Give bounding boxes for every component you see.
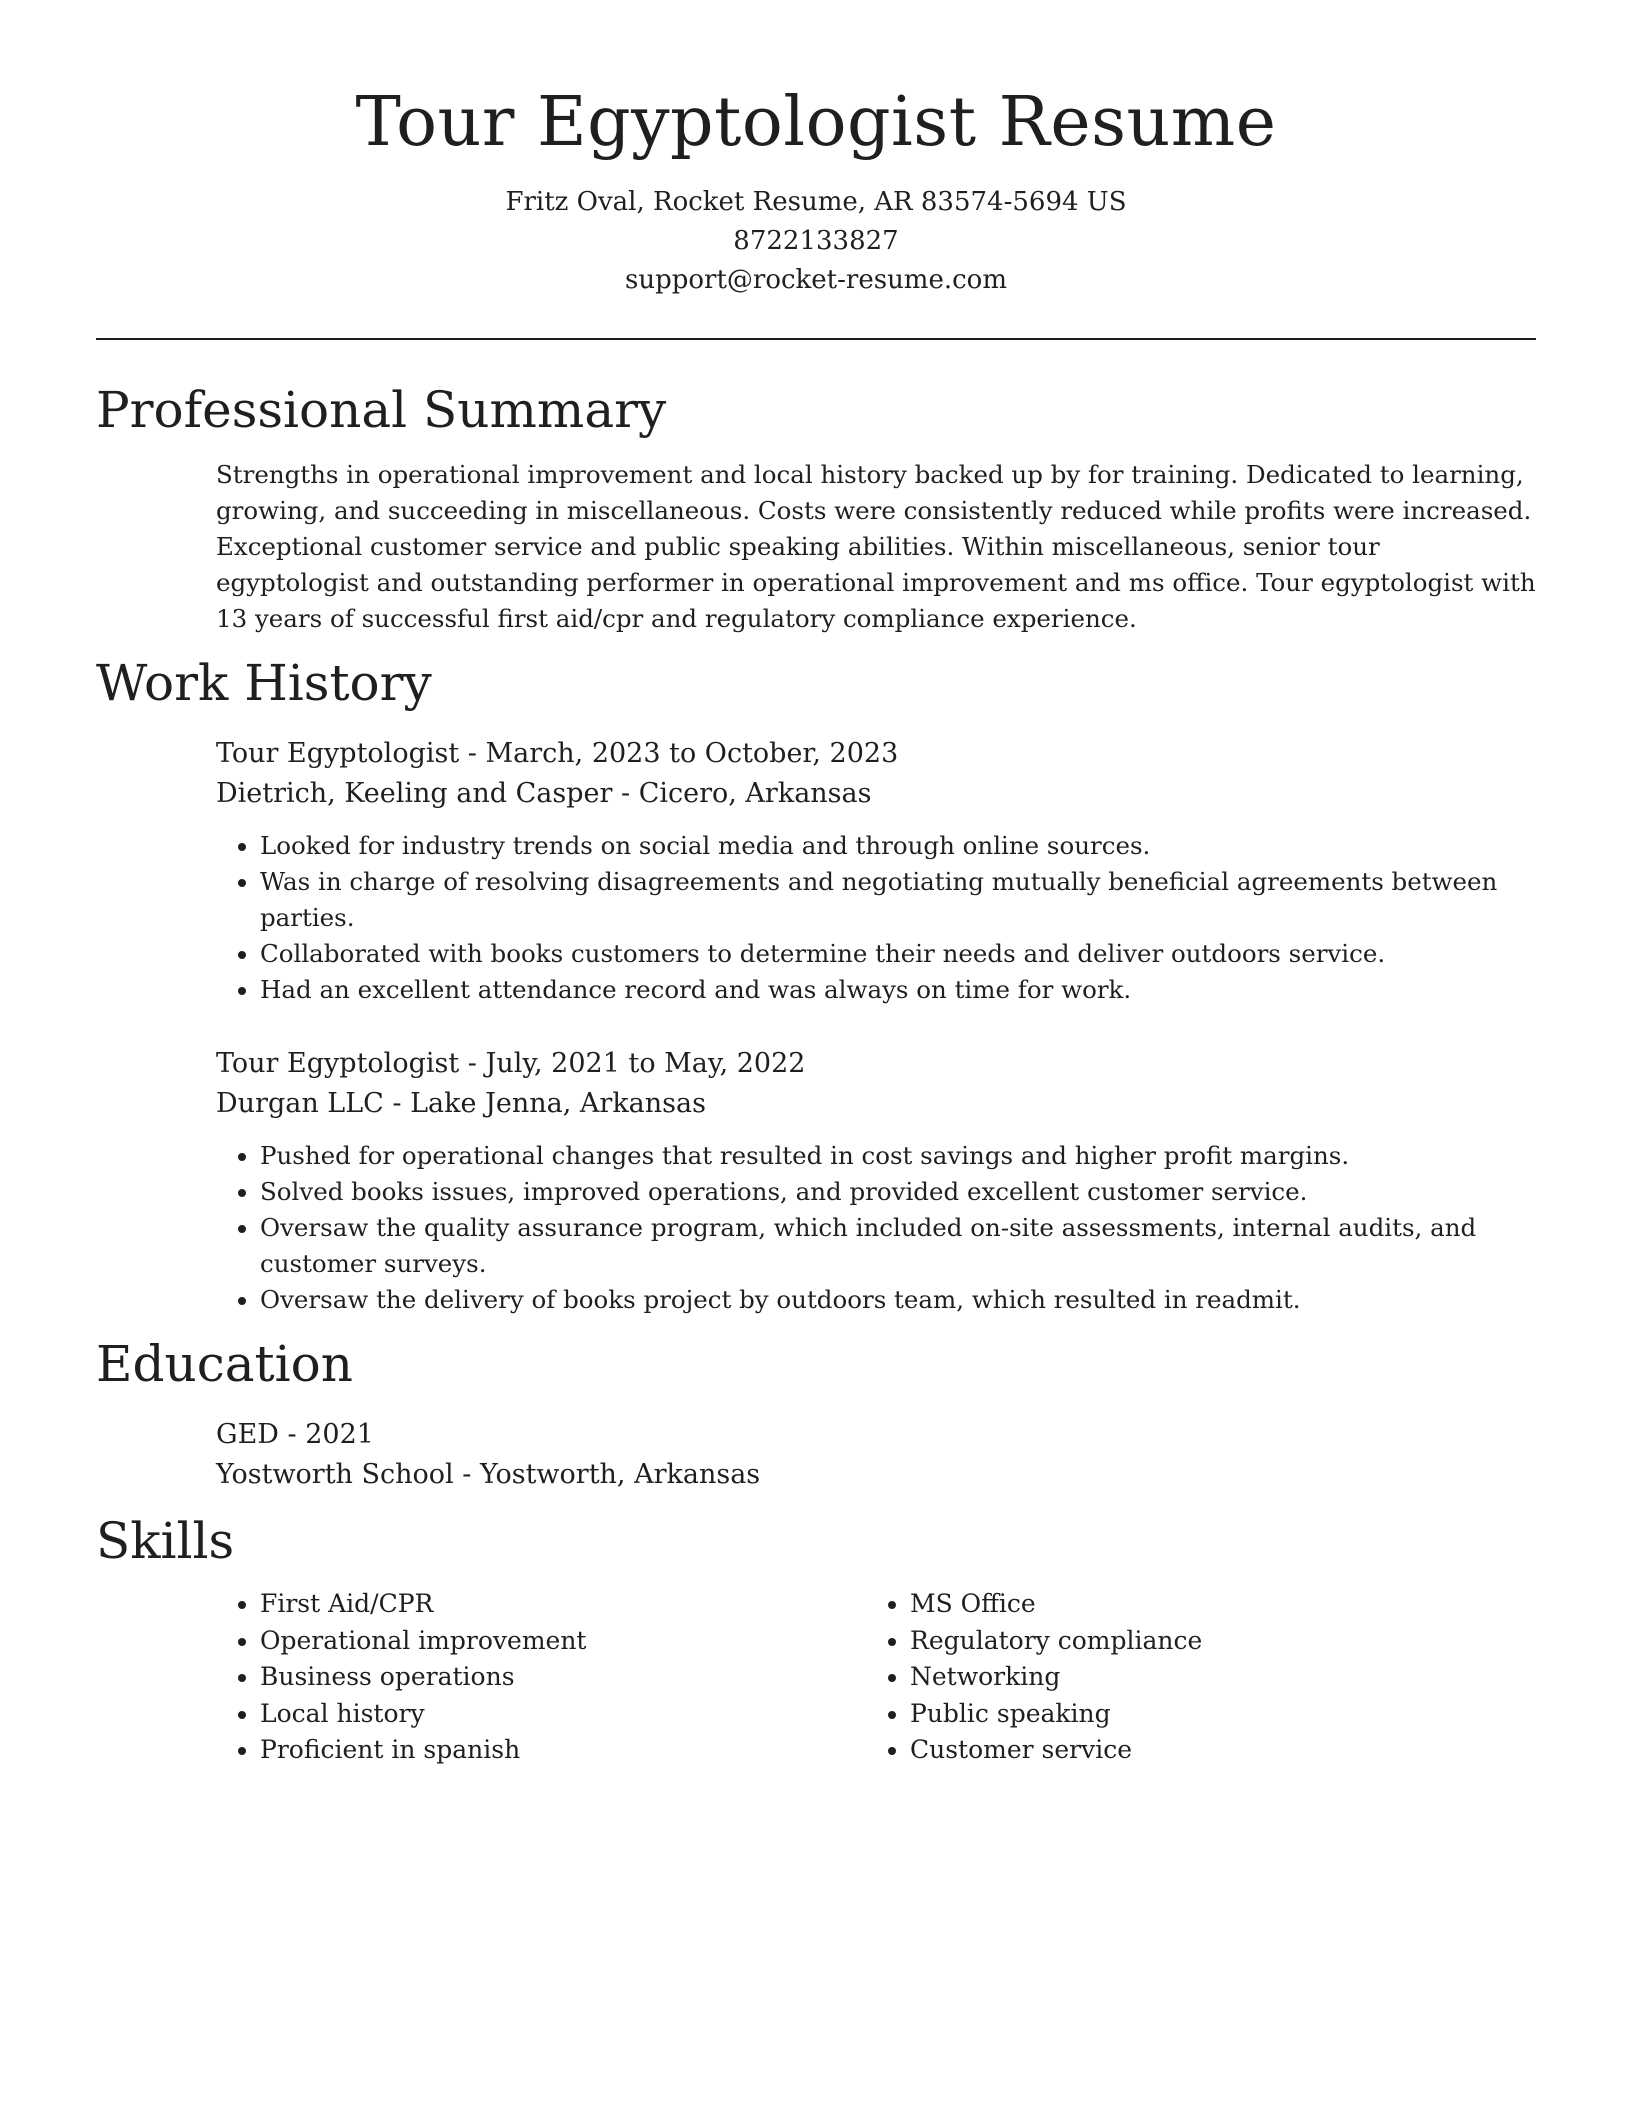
education-degree: GED — [216, 1419, 279, 1450]
work-history-heading: Work History — [96, 654, 432, 712]
job-title-line — [216, 1044, 1536, 1084]
education-heading: Education — [96, 1335, 353, 1393]
list-item: • Looked for industry trends on social media and through online sources. — [260, 828, 1536, 864]
education-section — [96, 1332, 1536, 1495]
job-company-line — [216, 1084, 1536, 1124]
list-item: • Public speaking — [910, 1696, 1516, 1733]
contact-address: Fritz Oval, Rocket Resume, AR 83574-5694 US — [505, 187, 1127, 217]
list-item: • Solved books issues, improved operations, and provided excellent customer service. — [260, 1174, 1536, 1210]
list-item: • Local history — [260, 1696, 866, 1733]
summary-text: Strengths in operational improvement and local history backed up by for training. Dedicated to learning, growing, and succeeding in miscellaneous. Costs were consistently reduced while profits were increased. Exceptional customer service and public speaking abilities. Within miscellaneous, senior tour egyptologist and outstanding performer in operational improvement and ms office. Tour egyptologist with 13 years of successful first aid/cpr and regulatory compliance experience. — [216, 460, 1536, 633]
list-item: • Customer service — [910, 1732, 1516, 1769]
summary-section — [96, 378, 1536, 637]
job-title: Tour Egyptologist — [216, 1048, 460, 1079]
list-item: • Oversaw the quality assurance program, which included on-site assessments, internal audits, and customer surveys. — [260, 1210, 1536, 1282]
list-item: • Had an excellent attendance record and was always on time for work. — [260, 972, 1536, 1008]
skills-columns — [216, 1586, 1536, 1769]
job-company: Durgan LLC — [216, 1088, 384, 1119]
job-location: Cicero, Arkansas — [638, 778, 872, 809]
list-item: • Was in charge of resolving disagreements and negotiating mutually beneficial agreements between parties. — [260, 864, 1536, 936]
job-title: Tour Egyptologist — [216, 738, 460, 769]
skills-column-right — [866, 1586, 1516, 1769]
work-history-section — [96, 651, 1536, 1318]
separator: - — [612, 778, 639, 809]
list-item: • Pushed for operational changes that resulted in cost savings and higher profit margins. — [260, 1138, 1536, 1174]
education-school-line — [216, 1455, 1536, 1495]
education-degree-line — [216, 1415, 1536, 1455]
job-company-line — [216, 774, 1536, 814]
job-location: Lake Jenna, Arkansas — [410, 1088, 706, 1119]
list-item: • MS Office — [910, 1586, 1516, 1623]
job-title-line — [216, 734, 1536, 774]
summary-heading: Professional Summary — [96, 381, 667, 439]
job-company: Dietrich, Keeling and Casper — [216, 778, 613, 809]
list-item: • First Aid/CPR — [260, 1586, 866, 1623]
job-dates: July, 2021 to May, 2022 — [485, 1048, 806, 1079]
list-item: • Regulatory compliance — [910, 1623, 1516, 1660]
separator: - — [383, 1088, 411, 1119]
resume-header — [96, 80, 1536, 300]
separator: - — [453, 1459, 480, 1490]
list-item: • Proficient in spanish — [260, 1732, 866, 1769]
education-location: Yostworth, Arkansas — [479, 1459, 761, 1490]
separator: - — [459, 738, 486, 769]
list-item: • Networking — [910, 1659, 1516, 1696]
skills-heading: Skills — [96, 1512, 235, 1570]
contact-block — [96, 183, 1536, 300]
separator: - — [278, 1419, 306, 1450]
skills-section — [96, 1509, 1536, 1769]
separator: - — [459, 1048, 486, 1079]
education-entry — [216, 1415, 1536, 1495]
education-year: 2021 — [305, 1419, 374, 1450]
list-item: • Oversaw the delivery of books project by outdoors team, which resulted in readmit. — [260, 1282, 1536, 1318]
job-bullets — [216, 1138, 1536, 1318]
skills-list-left — [216, 1586, 866, 1769]
education-school: Yostworth School — [216, 1459, 454, 1490]
contact-phone: 8722133827 — [733, 226, 899, 256]
job-dates: March, 2023 to October, 2023 — [485, 738, 899, 769]
job-entry — [216, 1044, 1536, 1318]
job-entry — [216, 734, 1536, 1008]
list-item: • Collaborated with books customers to determine their needs and deliver outdoors service. — [260, 936, 1536, 972]
resume-title: Tour Egyptologist Resume — [355, 83, 1277, 162]
contact-email: support@rocket-resume.com — [624, 265, 1007, 295]
job-bullets — [216, 828, 1536, 1008]
list-item: • Operational improvement — [260, 1623, 866, 1660]
skills-list-right — [866, 1586, 1516, 1769]
skills-column-left — [216, 1586, 866, 1769]
list-item: • Business operations — [260, 1659, 866, 1696]
header-divider — [96, 338, 1536, 340]
